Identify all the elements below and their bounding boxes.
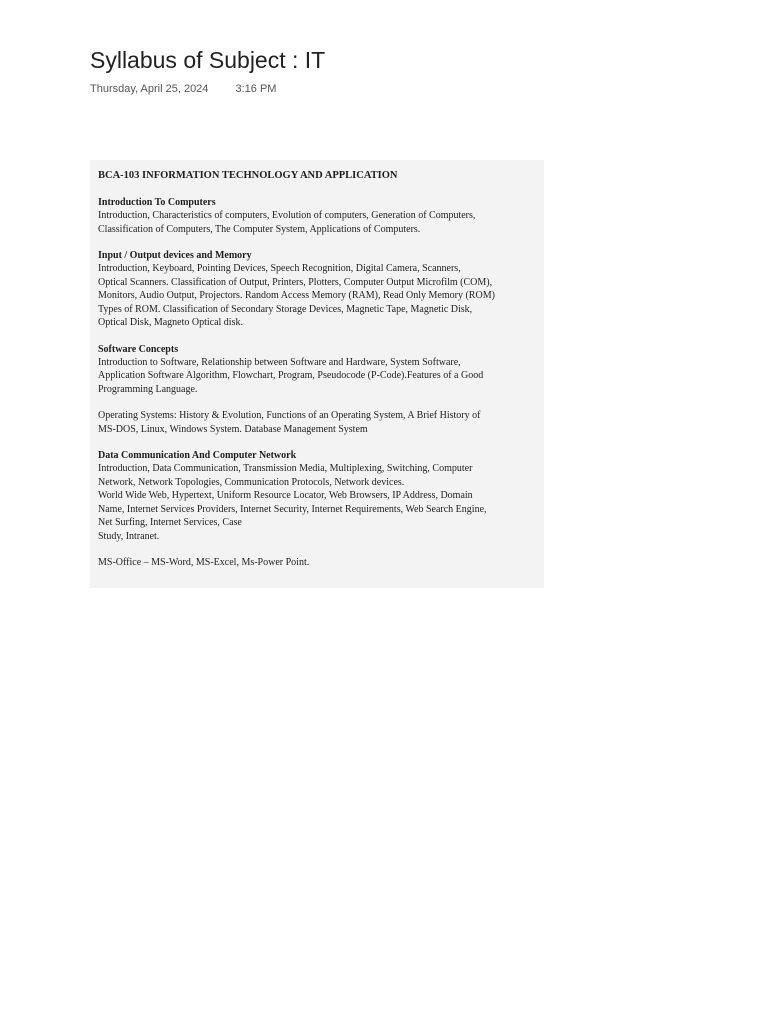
page-time: 3:16 PM (235, 83, 277, 95)
section-line: Optical Disk, Magneto Optical disk. (98, 317, 243, 328)
section-line: Introduction, Characteristics of computers, Evolution of computers, Generation of Computers, (98, 210, 476, 221)
section-line: Types of ROM. Classification of Secondary Storage Devices, Magnetic Tape, Magnetic Disk, (98, 303, 473, 315)
section-line: Net Surfing, Internet Services, Case (98, 517, 242, 528)
section-line: Introduction, Keyboard, Pointing Devices, Speech Recognition, Digital Camera, Scanners, (98, 263, 461, 274)
syllabus-image (90, 160, 544, 588)
section-line: Classification of Computers, The Computer System, Applications of Computers. (98, 223, 421, 235)
section-title: Input / Output devices and Memory (98, 250, 252, 261)
section-title: Data Communication And Computer Network (98, 450, 297, 461)
section-line: Introduction to Software, Relationship between Software and Hardware, System Software, (98, 356, 461, 368)
page-date: Thursday, April 25, 2024 (90, 83, 209, 95)
syllabus-sections (98, 196, 536, 570)
section-line: Monitors, Audio Output, Projectors. Random Access Memory (RAM), Read Only Memory (ROM) (98, 290, 495, 301)
section-title: Software Concepts (98, 343, 179, 355)
section-line: World Wide Web, Hypertext, Uniform Resource Locator, Web Browsers, IP Address, Domain (98, 490, 473, 501)
section-line: Name, Internet Services Providers, Internet Security, Internet Requirements, Web Search Engine, (98, 503, 487, 515)
page-title: Syllabus of Subject : IT (90, 47, 326, 73)
section-line: Introduction, Data Communication, Transmission Media, Multiplexing, Switching, Computer (98, 463, 473, 474)
syllabus-section (98, 343, 536, 397)
syllabus-heading: BCA-103 INFORMATION TECHNOLOGY AND APPLICATION (98, 170, 398, 181)
section-line: MS-Office – MS-Word, MS-Excel, Ms-Power Point. (98, 557, 310, 568)
syllabus-section (98, 449, 536, 543)
syllabus-section (98, 196, 536, 236)
section-line: Study, Intranet. (98, 530, 160, 542)
section-line: MS-DOS, Linux, Windows System. Database Management System (98, 423, 368, 435)
section-line: Operating Systems: History & Evolution, Functions of an Operating System, A Brief History of (98, 410, 481, 421)
section-line: Application Software Algorithm, Flowchart, Program, Pseudocode (P-Code).Features of a Good (98, 370, 484, 381)
section-line: Programming Language. (98, 383, 198, 395)
section-title: Introduction To Computers (98, 197, 216, 208)
section-line: Network, Network Topologies, Communication Protocols, Network devices. (98, 476, 405, 488)
section-line: Optical Scanners. Classification of Output, Printers, Plotters, Computer Output Microfilm (COM), (98, 276, 493, 288)
syllabus-section (98, 249, 536, 330)
syllabus-section (98, 409, 536, 436)
page-meta (90, 83, 276, 95)
syllabus-section (98, 556, 536, 570)
